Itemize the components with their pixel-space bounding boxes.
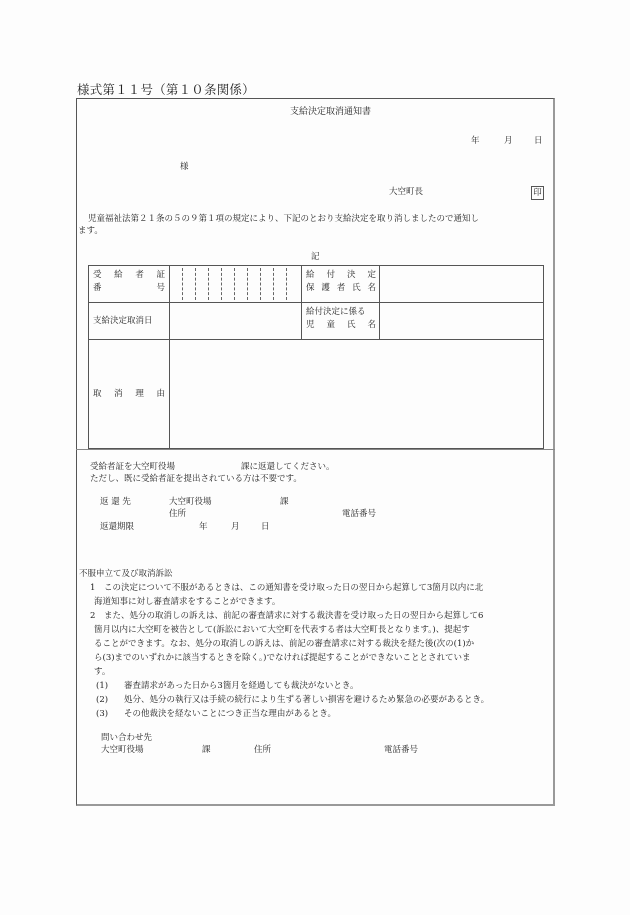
label-char: 証 <box>156 270 165 280</box>
date-year[interactable]: 年 <box>471 136 480 146</box>
date-day[interactable]: 日 <box>534 136 543 146</box>
label-char: 定 <box>367 270 376 280</box>
body-text-line1: 児童福祉法第２１条の５の９第１項の規定により、下記のとおり支給決定を取り消しましたので通知し <box>88 214 480 224</box>
return-to-phone: 電話番号 <box>342 509 377 519</box>
label-char: 付 <box>326 270 335 280</box>
appeal-item2-no: 2 <box>90 611 96 621</box>
label-char: 取 <box>93 389 102 399</box>
ki-label: 記 <box>311 252 320 262</box>
label-char: 消 <box>114 389 123 399</box>
appeal-item1-no: 1 <box>90 583 96 593</box>
label-char: 由 <box>156 389 165 399</box>
label-char: 護 <box>321 283 330 293</box>
cancel-reason-field[interactable] <box>170 340 542 447</box>
contact-office: 大空町役場 <box>101 745 144 755</box>
label-cancel-reason <box>93 389 165 400</box>
label-char: 理 <box>135 389 144 399</box>
contact-address: 住所 <box>254 745 272 755</box>
appeal-sub2: 処分、処分の執行又は手続の続行により生ずる著しい損害を避けるため緊急の必要があるとき。 <box>124 695 490 705</box>
table-border-right <box>543 265 544 448</box>
table-col-divider <box>301 265 302 339</box>
body-text-line2: ます。 <box>78 226 103 236</box>
label-char: 名 <box>367 320 376 330</box>
contact-section: 課 <box>202 745 211 755</box>
label-char: 児 <box>306 320 315 330</box>
return-to-address: 住所 <box>169 509 187 519</box>
document-title: 支給決定取消通知書 <box>290 107 372 117</box>
return-deadline-day: 日 <box>261 522 270 532</box>
label-char: 号 <box>156 283 165 293</box>
addressee-suffix: 様 <box>180 162 189 172</box>
appeal-item2-line1: また、処分の取消しの訴えは、前記の審査請求に対する裁決書を受け取った日の翌日から起算して6 <box>104 611 484 621</box>
label-char: 給 <box>114 270 123 280</box>
label-recipient-cert-no <box>93 270 165 294</box>
return-deadline-label: 返還期限 <box>100 522 135 532</box>
label-char: 給 <box>306 270 315 280</box>
issuer: 大空町長 <box>389 187 424 197</box>
appeal-sub1: 審査請求があった日から3箇月を経過しても裁決がないとき。 <box>124 681 359 691</box>
return-to-section: 課 <box>280 497 289 507</box>
label-char: 氏 <box>352 283 361 293</box>
cancel-date-field[interactable] <box>170 303 300 338</box>
label-char: 童 <box>326 320 335 330</box>
return-line1-a: 受給者証を大空町役場 <box>90 462 176 472</box>
appeal-item2-line2: 箇月以内に大空町を被告として(訴訟において大空町を代表する者は大空町長となります。)、提起す <box>94 625 470 635</box>
appeal-item2-line3: ることができます。なお、処分の取消しの訴えは、前記の審査請求に対する裁決を経た後(次の(1)か <box>94 639 475 649</box>
appeal-item2-line5: す。 <box>94 667 111 677</box>
appeal-item1-line2: 海道知事に対し審査請求をすることができます。 <box>94 597 281 607</box>
return-line1-b: 課に返還してください。 <box>241 462 335 472</box>
appeal-sub2-no: (2) <box>96 695 109 705</box>
guardian-name-field[interactable] <box>380 266 542 301</box>
date-month[interactable]: 月 <box>504 136 513 146</box>
appeal-sub3: その他裁決を経ないことにつき正当な理由があるとき。 <box>124 709 336 719</box>
label-char: 番 <box>93 283 102 293</box>
label-char: 氏 <box>346 320 356 330</box>
label-guardian-name <box>306 270 376 294</box>
contact-phone: 電話番号 <box>384 745 419 755</box>
appeal-item2-line4: ら(3)までのいずれかに該当するときを除く。)でなければ提起することができないこととされていま <box>94 653 471 663</box>
form-number: 様式第１１号（第１０条関係） <box>77 82 255 97</box>
recipient-cert-no-field[interactable] <box>170 266 300 301</box>
child-name-field[interactable] <box>380 303 542 338</box>
return-to-label: 返 還 先 <box>100 497 131 507</box>
label-child-name-line2 <box>306 320 376 331</box>
label-char: 保 <box>306 283 315 293</box>
label-child-name-line1: 給付決定に係る <box>306 307 366 317</box>
seal-stamp: 印 <box>531 186 544 200</box>
appeal-item1-line1: この決定について不服があるときは、この通知書を受け取った日の翌日から起算して3箇月以内に北 <box>104 583 484 593</box>
label-char: 名 <box>367 283 376 293</box>
appeal-heading: 不服申立て及び取消訴訟 <box>79 569 173 579</box>
label-char: 者 <box>336 283 346 293</box>
label-char: 決 <box>346 270 356 280</box>
return-deadline-year: 年 <box>199 522 208 532</box>
appeal-sub3-no: (3) <box>96 709 109 719</box>
return-deadline-month: 月 <box>231 522 240 532</box>
contact-heading: 問い合わせ先 <box>101 733 153 743</box>
label-char: 者 <box>135 270 144 280</box>
label-cancel-date: 支給決定取消日 <box>93 316 153 326</box>
label-char: 受 <box>93 270 102 280</box>
section-divider <box>76 449 555 450</box>
table-border-left <box>88 265 89 448</box>
return-to-office: 大空町役場 <box>169 497 212 507</box>
appeal-sub1-no: (1) <box>96 681 109 691</box>
return-line2: ただし、既に受給者証を提出されている方は不要です。 <box>90 474 302 484</box>
